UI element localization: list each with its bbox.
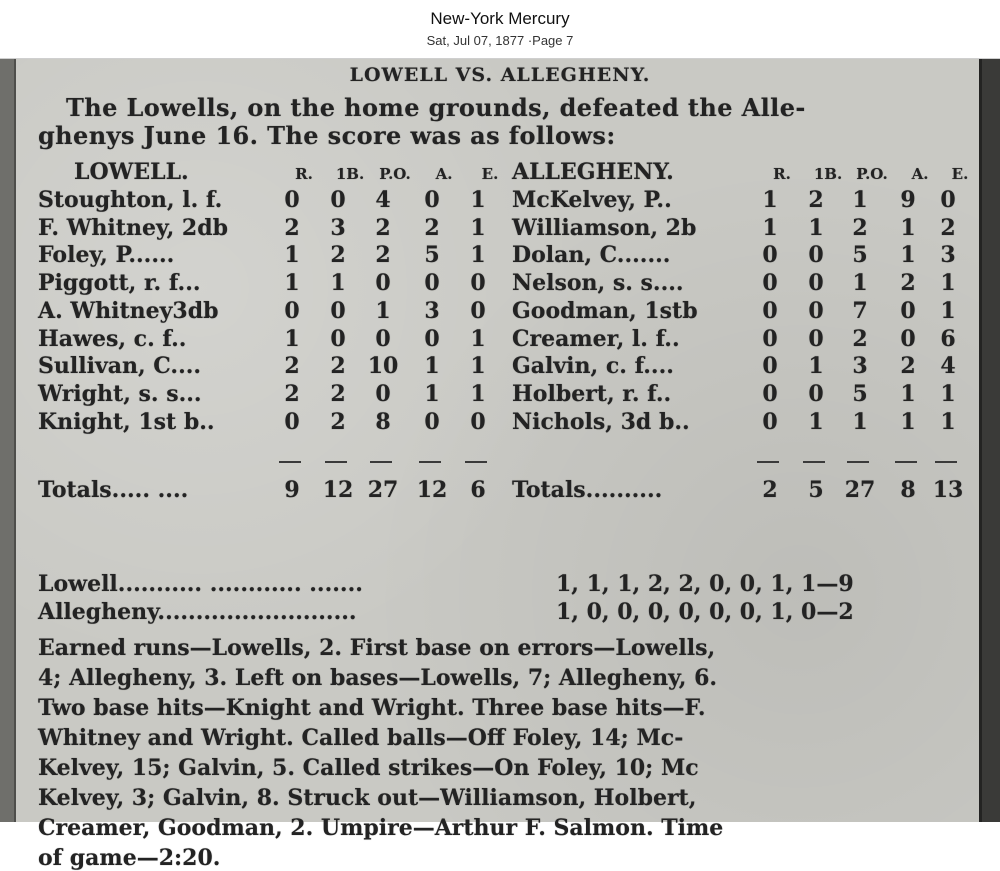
lowell-total-stat: 12 bbox=[416, 477, 448, 503]
allegheny-player-stat: 2 bbox=[808, 187, 824, 213]
allegheny-player-stat: 1 bbox=[762, 214, 778, 241]
allegheny-player-name: Williamson, 2b bbox=[512, 214, 697, 241]
lowell-player-stat: 0 bbox=[470, 270, 486, 297]
lowell-player-name: Wright, s. s... bbox=[38, 380, 202, 407]
allegheny-total-stat: 13 bbox=[932, 477, 964, 503]
lowell-stat-header: A. bbox=[435, 165, 453, 183]
lowell-player-stat: 2 bbox=[284, 380, 300, 407]
allegheny-player-stat: 4 bbox=[940, 353, 956, 380]
allegheny-player-stat: 0 bbox=[808, 270, 824, 297]
summary-line: Two base hits—Knight and Wright. Three base hits—F. bbox=[38, 695, 706, 721]
allegheny-player-stat: 2 bbox=[900, 270, 916, 297]
lowell-player-stat: 0 bbox=[470, 408, 486, 435]
allegheny-player-stat: 1 bbox=[940, 408, 956, 435]
lowell-player-stat: 1 bbox=[375, 297, 391, 324]
allegheny-player-stat: 0 bbox=[762, 325, 778, 352]
intro-line-2: ghenys June 16. The score was as follows: bbox=[38, 121, 616, 150]
allegheny-player-stat: 0 bbox=[762, 242, 778, 269]
allegheny-player-stat: 1 bbox=[808, 408, 824, 435]
allegheny-player-stat: 0 bbox=[808, 380, 824, 407]
summary-line: Earned runs—Lowells, 2. First base on errors—Lowells, bbox=[38, 635, 716, 661]
allegheny-player-name: Goodman, 1stb bbox=[512, 297, 698, 324]
lowell-total-rule bbox=[419, 461, 441, 463]
inning-row-allegheny-scores: 1, 0, 0, 0, 0, 0, 0, 1, 0—2 bbox=[556, 599, 854, 625]
lowell-player-stat: 1 bbox=[284, 242, 300, 269]
inning-row-lowell-team: Lowell........... ............ ....... bbox=[38, 571, 363, 597]
lowell-stat-header: P.O. bbox=[379, 165, 411, 183]
lowell-player-stat: 2 bbox=[375, 242, 391, 269]
allegheny-total-rule bbox=[847, 461, 869, 463]
allegheny-player-stat: 3 bbox=[852, 353, 868, 380]
inning-row-allegheny-team: Allegheny.......................... bbox=[38, 599, 357, 625]
lowell-total-rule bbox=[279, 461, 301, 463]
lowell-player-stat: 0 bbox=[284, 297, 300, 324]
allegheny-player-stat: 0 bbox=[762, 408, 778, 435]
lowell-player-stat: 0 bbox=[375, 380, 391, 407]
lowell-player-stat: 1 bbox=[470, 214, 486, 241]
allegheny-player-stat: 5 bbox=[852, 242, 868, 269]
allegheny-player-stat: 2 bbox=[940, 214, 956, 241]
lowell-stat-header: R. bbox=[295, 165, 313, 183]
lowell-player-stat: 0 bbox=[470, 297, 486, 324]
allegheny-total-stat: 8 bbox=[900, 477, 916, 503]
lowell-total-rule bbox=[370, 461, 392, 463]
allegheny-player-name: Dolan, C....... bbox=[512, 242, 671, 269]
allegheny-stat-header: P.O. bbox=[856, 165, 888, 183]
allegheny-player-name: Creamer, l. f.. bbox=[512, 325, 680, 352]
lowell-team-heading: LOWELL. bbox=[74, 159, 189, 185]
allegheny-player-stat: 6 bbox=[940, 325, 956, 352]
allegheny-stat-header: R. bbox=[773, 165, 791, 183]
clipping-right-edge bbox=[979, 59, 1000, 822]
allegheny-stat-header: 1B. bbox=[813, 165, 843, 183]
lowell-player-stat: 3 bbox=[330, 214, 346, 241]
lowell-player-stat: 1 bbox=[470, 325, 486, 352]
allegheny-total-stat: 5 bbox=[808, 477, 824, 503]
newspaper-clipping bbox=[0, 59, 1000, 871]
summary-line: Creamer, Goodman, 2. Umpire—Arthur F. Salmon. Time bbox=[38, 815, 724, 841]
allegheny-player-stat: 7 bbox=[852, 297, 868, 324]
allegheny-total-rule bbox=[757, 461, 779, 463]
allegheny-total-rule bbox=[895, 461, 917, 463]
lowell-player-stat: 2 bbox=[375, 214, 391, 241]
lowell-player-stat: 1 bbox=[424, 353, 440, 380]
lowell-player-stat: 0 bbox=[330, 297, 346, 324]
allegheny-player-stat: 0 bbox=[762, 270, 778, 297]
allegheny-player-name: Nelson, s. s.... bbox=[512, 270, 684, 297]
allegheny-player-stat: 0 bbox=[900, 297, 916, 324]
allegheny-player-stat: 2 bbox=[900, 353, 916, 380]
allegheny-player-stat: 2 bbox=[852, 214, 868, 241]
allegheny-player-stat: 0 bbox=[762, 297, 778, 324]
lowell-player-stat: 0 bbox=[284, 408, 300, 435]
lowell-player-name: Foley, P...... bbox=[38, 242, 175, 269]
lowell-player-stat: 10 bbox=[367, 353, 399, 380]
lowell-player-stat: 1 bbox=[330, 270, 346, 297]
lowell-player-name: Hawes, c. f.. bbox=[38, 325, 187, 352]
allegheny-player-name: Holbert, r. f.. bbox=[512, 380, 672, 407]
lowell-player-stat: 2 bbox=[330, 353, 346, 380]
allegheny-player-name: Galvin, c. f.... bbox=[512, 353, 674, 380]
lowell-player-stat: 1 bbox=[424, 380, 440, 407]
allegheny-player-stat: 1 bbox=[808, 353, 824, 380]
lowell-player-name: F. Whitney, 2db bbox=[38, 214, 229, 241]
allegheny-player-stat: 1 bbox=[762, 187, 778, 213]
allegheny-player-stat: 1 bbox=[900, 380, 916, 407]
allegheny-player-stat: 1 bbox=[940, 380, 956, 407]
lowell-player-stat: 0 bbox=[284, 187, 300, 213]
allegheny-player-stat: 9 bbox=[900, 187, 916, 213]
allegheny-player-stat: 2 bbox=[852, 325, 868, 352]
lowell-player-stat: 2 bbox=[330, 242, 346, 269]
lowell-total-stat: 12 bbox=[322, 477, 354, 503]
summary-line: Whitney and Wright. Called balls—Off Foley, 14; Mc- bbox=[38, 725, 684, 751]
publication-date-page: Sat, Jul 07, 1877 ·Page 7 bbox=[426, 33, 574, 48]
lowell-player-stat: 1 bbox=[470, 242, 486, 269]
allegheny-total-stat: 2 bbox=[762, 477, 778, 503]
lowell-player-stat: 1 bbox=[470, 353, 486, 380]
allegheny-player-stat: 0 bbox=[940, 187, 956, 213]
lowell-player-stat: 0 bbox=[424, 325, 440, 352]
lowell-total-stat: 27 bbox=[367, 477, 399, 503]
allegheny-player-stat: 0 bbox=[808, 325, 824, 352]
allegheny-player-name: McKelvey, P.. bbox=[512, 187, 672, 213]
lowell-player-stat: 1 bbox=[284, 270, 300, 297]
intro-line-1: The Lowells, on the home grounds, defeated the Alle- bbox=[66, 93, 806, 122]
lowell-player-stat: 2 bbox=[284, 214, 300, 241]
article-headline: LOWELL VS. ALLEGHENY. bbox=[349, 64, 651, 86]
lowell-player-stat: 1 bbox=[470, 380, 486, 407]
allegheny-stat-header: A. bbox=[911, 165, 929, 183]
summary-line: 4; Allegheny, 3. Left on bases—Lowells, 7; Allegheny, 6. bbox=[38, 665, 718, 691]
lowell-player-stat: 1 bbox=[284, 325, 300, 352]
lowell-stat-header: E. bbox=[481, 165, 499, 183]
lowell-player-stat: 8 bbox=[375, 408, 391, 435]
allegheny-team-heading: ALLEGHENY. bbox=[512, 159, 674, 185]
lowell-player-name: Knight, 1st b.. bbox=[38, 408, 215, 435]
allegheny-player-stat: 1 bbox=[852, 408, 868, 435]
lowell-player-stat: 2 bbox=[330, 380, 346, 407]
lowell-player-stat: 2 bbox=[424, 214, 440, 241]
lowell-player-name: Sullivan, C.... bbox=[38, 353, 202, 380]
lowell-player-stat: 2 bbox=[330, 408, 346, 435]
allegheny-player-stat: 0 bbox=[900, 325, 916, 352]
lowell-player-stat: 1 bbox=[470, 187, 486, 213]
allegheny-player-stat: 0 bbox=[762, 353, 778, 380]
lowell-total-rule bbox=[325, 461, 347, 463]
lowell-player-stat: 0 bbox=[375, 325, 391, 352]
lowell-totals-label: Totals..... .... bbox=[38, 477, 189, 503]
allegheny-totals-label: Totals.......... bbox=[512, 477, 663, 503]
lowell-stat-header: 1B. bbox=[335, 165, 365, 183]
lowell-total-stat: 9 bbox=[284, 477, 300, 503]
allegheny-player-stat: 0 bbox=[808, 297, 824, 324]
allegheny-player-stat: 0 bbox=[762, 380, 778, 407]
allegheny-stat-header: E. bbox=[951, 165, 969, 183]
allegheny-total-rule bbox=[935, 461, 957, 463]
clipping-left-edge bbox=[0, 59, 16, 822]
allegheny-player-stat: 1 bbox=[852, 187, 868, 213]
allegheny-player-stat: 1 bbox=[900, 408, 916, 435]
summary-line: Kelvey, 3; Galvin, 8. Struck out—Williamson, Holbert, bbox=[38, 785, 697, 811]
lowell-player-stat: 4 bbox=[375, 187, 391, 213]
publication-title: New-York Mercury bbox=[430, 9, 570, 28]
summary-line: Kelvey, 15; Galvin, 5. Called strikes—On Foley, 10; Mc bbox=[38, 755, 699, 781]
allegheny-player-stat: 1 bbox=[940, 270, 956, 297]
allegheny-total-stat: 27 bbox=[844, 477, 876, 503]
lowell-player-name: Stoughton, l. f. bbox=[38, 187, 223, 213]
allegheny-player-stat: 1 bbox=[940, 297, 956, 324]
lowell-total-stat: 6 bbox=[470, 477, 486, 503]
lowell-player-stat: 2 bbox=[284, 353, 300, 380]
lowell-player-stat: 0 bbox=[424, 270, 440, 297]
allegheny-player-stat: 0 bbox=[808, 242, 824, 269]
lowell-player-stat: 0 bbox=[424, 187, 440, 213]
allegheny-player-stat: 1 bbox=[852, 270, 868, 297]
summary-line: of game—2:20. bbox=[38, 845, 221, 871]
allegheny-player-name: Nichols, 3d b.. bbox=[512, 408, 690, 435]
allegheny-player-stat: 1 bbox=[900, 214, 916, 241]
allegheny-player-stat: 3 bbox=[940, 242, 956, 269]
clipping-header bbox=[0, 0, 1000, 59]
allegheny-player-stat: 5 bbox=[852, 380, 868, 407]
lowell-player-name: Piggott, r. f... bbox=[38, 270, 201, 297]
allegheny-player-stat: 1 bbox=[900, 242, 916, 269]
lowell-player-name: A. Whitney3db bbox=[38, 297, 219, 324]
inning-row-lowell-scores: 1, 1, 1, 2, 2, 0, 0, 1, 1—9 bbox=[556, 571, 854, 597]
lowell-player-stat: 5 bbox=[424, 242, 440, 269]
lowell-player-stat: 0 bbox=[424, 408, 440, 435]
lowell-total-rule bbox=[465, 461, 487, 463]
lowell-player-stat: 0 bbox=[375, 270, 391, 297]
allegheny-total-rule bbox=[803, 461, 825, 463]
lowell-player-stat: 0 bbox=[330, 325, 346, 352]
allegheny-player-stat: 1 bbox=[808, 214, 824, 241]
lowell-player-stat: 3 bbox=[424, 297, 440, 324]
lowell-player-stat: 0 bbox=[330, 187, 346, 213]
